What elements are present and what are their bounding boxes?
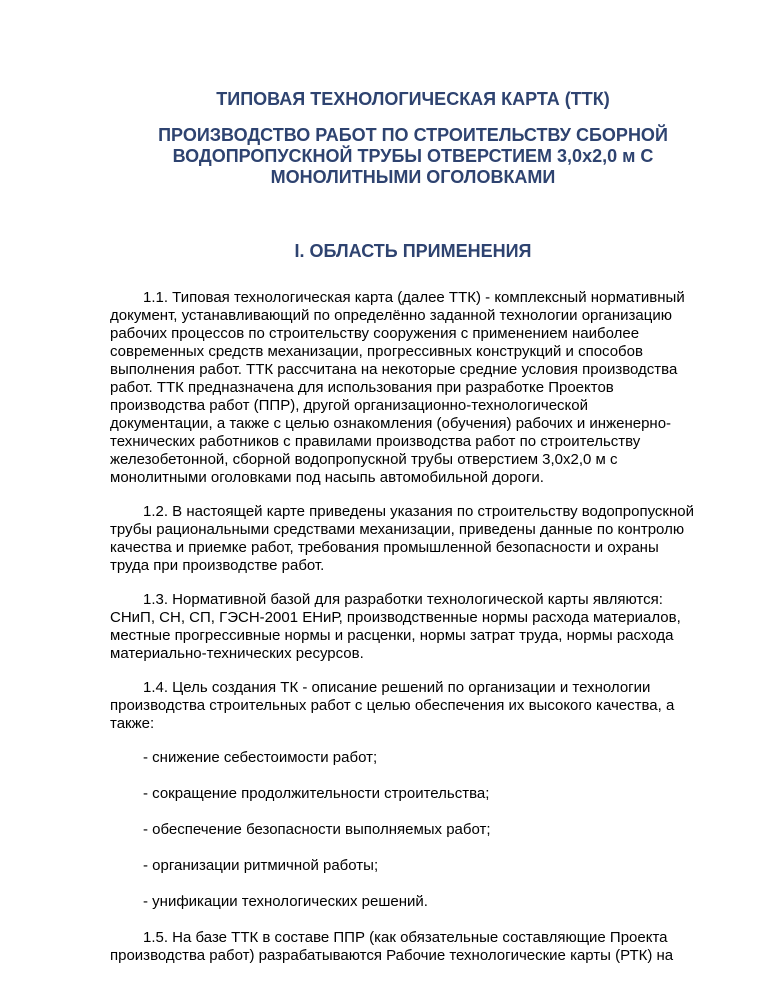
text-line: СНиП, СН, СП, ГЭСН-2001 ЕНиР, производственные нормы расхода материалов, [110, 609, 681, 626]
list-item: - унификации технологических решений. [143, 893, 428, 910]
text-line: рабочих процессов по строительству сооружения с применением наиболее [110, 325, 640, 342]
text-line: труда при производстве работ. [110, 557, 325, 574]
text-line: трубы рациональными средствами механизации, приведены данные по контролю [110, 521, 685, 538]
text-line: качества и приемке работ, требования промышленной безопасности и охраны [110, 539, 659, 556]
text-line: 1.4. Цель создания ТК - описание решений по организации и технологии [143, 679, 651, 696]
list-item: - снижение себестоимости работ; [143, 749, 378, 766]
paragraph-1-3 [110, 591, 716, 663]
list-item: - организации ритмичной работы; [143, 857, 379, 874]
paragraph-1-2 [110, 503, 716, 575]
text-line: 1.5. На базе ТТК в составе ППР (как обязательные составляющие Проекта [143, 929, 668, 946]
text-line: производства работ) разрабатываются Рабочие технологические карты (РТК) на [110, 947, 674, 964]
list-item: - обеспечение безопасности выполняемых работ; [143, 821, 491, 838]
text-line: 1.2. В настоящей карте приведены указания по строительству водопропускной [143, 503, 694, 520]
text-line: железобетонной, сборной водопропускной трубы отверстием 3,0х2,0 м с [110, 451, 618, 468]
text-line: документации, а также с целью ознакомления (обучения) рабочих и инженерно- [110, 415, 672, 432]
subtitle-line: ПРОИЗВОДСТВО РАБОТ ПО СТРОИТЕЛЬСТВУ СБОРНОЙ [158, 125, 668, 145]
document-subtitle [110, 125, 716, 188]
text-line: технических работников с правилами производства работ по строительству [110, 433, 641, 450]
section-heading: I. ОБЛАСТЬ ПРИМЕНЕНИЯ [294, 241, 532, 261]
paragraph-1-1 [110, 289, 716, 487]
paragraph-1-5 [110, 929, 716, 965]
text-line: документ, устанавливающий по определённо заданной технологии организацию [110, 307, 672, 324]
text-line: производства строительных работ с целью обеспечения их высокого качества, а [110, 697, 675, 714]
document-page [110, 0, 716, 981]
text-line: монолитными оголовками под насыпь автомобильной дороги. [110, 469, 544, 486]
text-line: 1.3. Нормативной базой для разработки технологической карты являются: [143, 591, 663, 608]
text-line: работ. ТТК предназначена для использования при разработке Проектов [110, 379, 614, 396]
text-line: материально-технических ресурсов. [110, 645, 364, 662]
text-line: местные прогрессивные нормы и расценки, нормы затрат труда, нормы расхода [110, 627, 674, 644]
document-title-text: ТИПОВАЯ ТЕХНОЛОГИЧЕСКАЯ КАРТА (ТТК) [216, 89, 610, 109]
text-line: 1.1. Типовая технологическая карта (далее ТТК) - комплексный нормативный [143, 289, 685, 306]
subtitle-line: ВОДОПРОПУСКНОЙ ТРУБЫ ОТВЕРСТИЕМ 3,0х2,0 м С [172, 146, 654, 166]
document-title [110, 89, 716, 110]
text-line: также: [110, 715, 155, 732]
text-line: современных средств механизации, прогрессивных конструкций и способов [110, 343, 643, 360]
paragraph-1-4 [110, 679, 716, 733]
text-line: производства работ (ППР), другой организационно-технологической [110, 397, 588, 414]
list-item: - сокращение продолжительности строительства; [143, 785, 490, 802]
subtitle-line: МОНОЛИТНЫМИ ОГОЛОВКАМИ [270, 167, 556, 187]
document-body [110, 289, 716, 965]
text-line: выполнения работ. ТТК рассчитана на некоторые средние условия производства [110, 361, 678, 378]
